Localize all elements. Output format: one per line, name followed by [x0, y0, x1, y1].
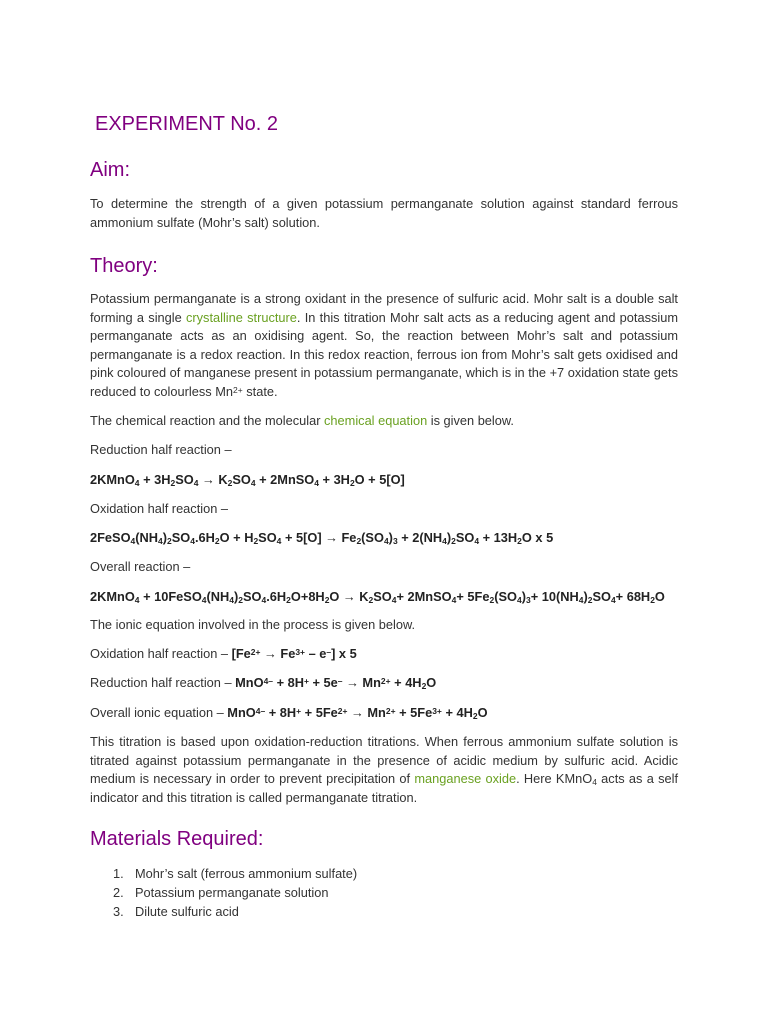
manganese-oxide-link[interactable]: manganese oxide	[414, 771, 517, 787]
experiment-title: EXPERIMENT No. 2	[95, 113, 279, 135]
crystalline-structure-link[interactable]: crystalline structure	[185, 309, 297, 325]
list-item: 2. Potassium permanganate solution	[113, 885, 329, 900]
oxidation-equation: $2FeSO_4(NH_4)_2SO_4.6H_2O + H_2SO_4 + 5[O] \to Fe_2(SO_4)_3 + 2(NH_4)_2SO_4 + 13H_2O$ x 5	[90, 530, 554, 546]
reduction-equation: 2KMnO$_4$ + $3H_2SO_4 \to K_2SO_4$ + 2MnSO$_4$ + $3H_2O + 5[O]$	[90, 472, 405, 488]
theory-heading: Theory:	[90, 255, 158, 277]
ionic-reduction-line: Reduction half reaction – $MnO^{4-} + 8H^+ + 5e^- \to Mn^{2+} + 4H_2O$	[90, 675, 437, 691]
overall-reaction-label: Overall reaction –	[90, 559, 191, 574]
ionic-intro: The ionic equation involved in the process is given below.	[90, 617, 416, 632]
list-item: 1. Mohr’s salt (ferrous ammonium sulfate)	[113, 866, 358, 881]
theory-paragraph-1: Potassium permanganate is a strong oxidant in the presence of sulfuric acid. Mohr salt is a double salt forming a single crystalline structure. In this titration Mohr salt acts as a reducing agent and potassium permanganate acts as an oxidising agent. So, the reaction between Mohr’s salt and potassium permanganate is a redox reaction. In this redox reaction, ferrous ion from Mohr’s salt gets oxidised and pink coloured of manganese present in potassium permanganate, which is in the +7 oxidation state gets reduced to colourless $Mn^{2+}$ state.	[90, 291, 679, 399]
list-item: 3. Dilute sulfuric acid	[113, 904, 239, 919]
theory-paragraph-2: The chemical reaction and the molecular chemical equation is given below.	[90, 413, 514, 428]
materials-list	[90, 864, 357, 921]
ionic-overall-line: Overall ionic equation – $MnO^{4-} + 8H^+ + 5Fe^{2+} \to Mn^{2+} + 5Fe^{3+} + 4H_2O$	[90, 705, 488, 721]
overall-equation: 2KMnO$_4$ + $10FeSO_4(NH_4)_2SO_4.6H_2O+8H_2O \to K_2SO_4+$ 2MnSO$_4$+ $5Fe_2(SO_4)_3+ 10(NH_4)_2SO_4+ 68H_2O$	[90, 589, 665, 605]
aim-heading: Aim:	[90, 159, 130, 181]
theory-paragraph-3: This titration is based upon oxidation-reduction titrations. When ferrous ammonium sulfate solution is titrated against potassium permanganate in the presence of acidic medium by sulfuric acid. Acidic medium is necessary in order to prevent precipitation of manganese oxide. Here KMnO$_4$ acts as a self indicator and this titration is called permanganate titration.	[90, 734, 678, 805]
chemical-equation-link[interactable]: chemical equation	[324, 413, 428, 428]
ionic-oxidation-line: Oxidation half reaction – $[Fe^{2+} \to Fe^{3+} - e^-]$ x 5	[90, 646, 357, 661]
reduction-half-label: Reduction half reaction –	[90, 442, 232, 457]
aim-text: To determine the strength of a given potassium permanganate solution against standard ferrous ammonium sulfate (Mohr’s salt) solution.	[90, 196, 678, 230]
materials-heading: Materials Required:	[90, 828, 264, 850]
oxidation-half-label: Oxidation half reaction –	[90, 501, 229, 516]
